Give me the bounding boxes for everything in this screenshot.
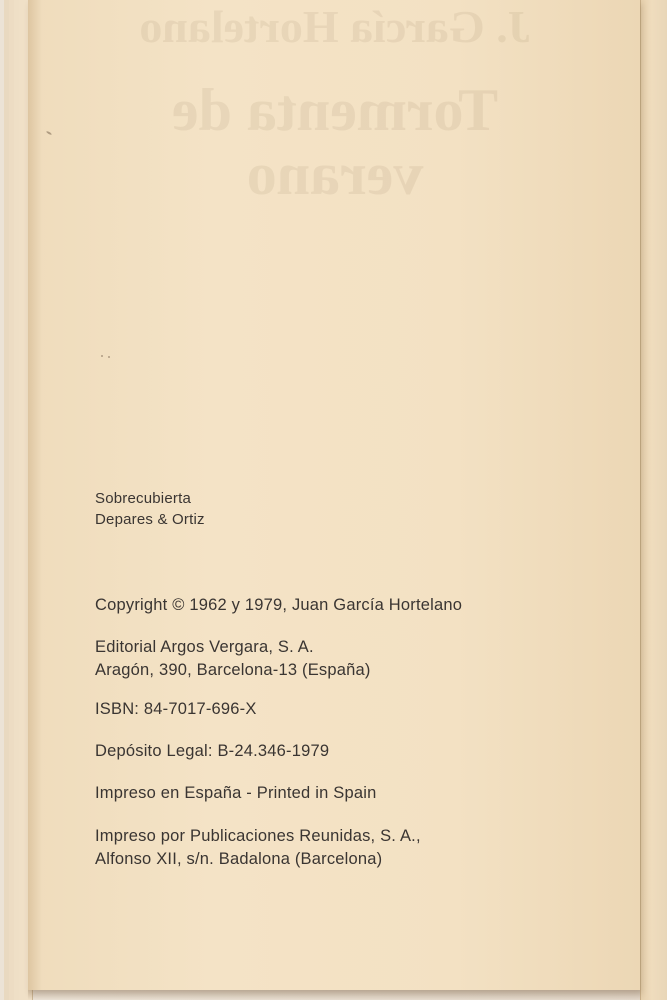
next-page-edge [640,0,667,1000]
paper-speck [101,355,103,357]
printed-in-line: Impreso en España - Printed in Spain [95,784,377,802]
cover-credit-label: Sobrecubierta [95,490,191,507]
cover-credit-designer: Depares & Ortiz [95,511,205,528]
page-bottom-shadow [28,990,640,1000]
publisher-name: Editorial Argos Vergara, S. A. [95,638,314,656]
cover-credits [95,488,205,530]
paper-speck [108,356,110,358]
copyright-line: Copyright © 1962 y 1979, Juan García Hortelano [95,596,463,614]
printer-address: Alfonso XII, s/n. Badalona (Barcelona) [95,850,383,868]
page-gutter-shadow [28,0,42,990]
isbn-line: ISBN: 84-7017-696-X [95,700,257,718]
printer-name: Impreso por Publicaciones Reunidas, S. A., [95,827,421,845]
legal-deposit-line: Depósito Legal: B-24.346-1979 [95,742,330,760]
publisher-address: Aragón, 390, Barcelona-13 (España) [95,661,371,679]
